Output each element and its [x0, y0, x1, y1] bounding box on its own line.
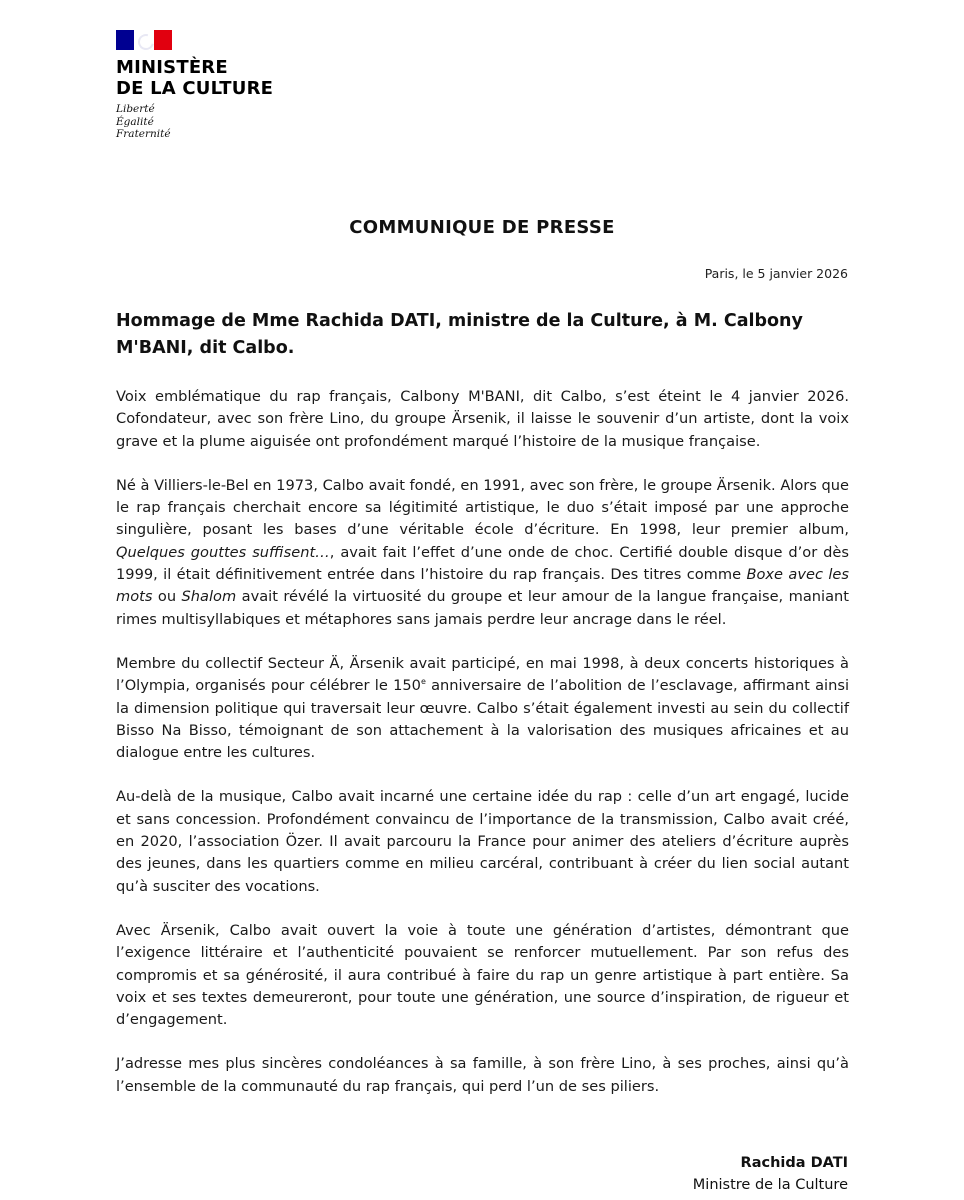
paragraph-1: Voix emblématique du rap français, Calbony M'BANI, dit Calbo, s’est éteint le 4 janvier 2026. Cofondateur, avec son frère Lino, du groupe Ärsenik, il laisse le souvenir d’un artiste, dont la voix grave et la plume aiguisée ont profondément marqué l’histoire de la musique française. — [116, 388, 849, 450]
paragraph-6: J’adresse mes plus sincères condoléances à sa famille, à son frère Lino, à ses proches, ainsi qu’à l’ensemble de la communauté du rap français, qui perd l’un de ses piliers. — [116, 1055, 849, 1095]
paragraph-4: Au-delà de la musique, Calbo avait incarné une certaine idée du rap : celle d’un art engagé, lucide et sans concession. Profondément convaincu de l’importance de la transmission, Calbo avait créé, en 2020, l’association Özer. Il avait parcouru la France pour animer des ateliers d’écriture auprès des jeunes, dans les quartiers comme en milieu carcéral, contribuant à créer du lien social autant qu’à susciter des vocations. — [116, 788, 849, 895]
signatory-role: Ministre de la Culture — [692, 1177, 848, 1193]
ministry-name — [116, 57, 306, 99]
marianne-flag-icon — [116, 30, 172, 50]
ordinal-suffix: e — [420, 677, 426, 687]
signatory-name: Rachida DATI — [740, 1155, 848, 1171]
paragraph-5: Avec Ärsenik, Calbo avait ouvert la voie à toute une génération d’artistes, démontrant que l’exigence littéraire et l’authenticité pouvaient se renforcer mutuellement. Par son refus des compromis et sa générosité, il aura contribué à faire du rap un genre artistique à part entière. Sa voix et ses textes demeureront, pour toute une génération, une source d’inspiration, de rigueur et d’engagement. — [116, 921, 849, 1029]
ministry-name-line2: DE LA CULTURE — [116, 78, 274, 99]
press-release-headline: Hommage de Mme Rachida DATI, ministre de la Culture, à M. Calbony M'BANI, dit Calbo. — [116, 311, 803, 358]
paragraph-2: Né à Villiers-le-Bel en 1973, Calbo avait fondé, en 1991, avec son frère, le groupe Ärsenik. Alors que le rap français cherchait encore sa légitimité artistique, le duo s’était imposé par une approche singulière, posant les bases d’une véritable école d’écriture. En 1998, leur premier album, Quelques gouttes suffisent…, avait fait l’effet d’une onde de choc. Certifié double disque d’or dès 1999, il était définitivement entrée dans l’histoire du rap français. Des titres comme Boxe avec les mots ou Shalom avait révélé la virtuosité du groupe et leur amour de la langue française, maniant rimes multisyllabiques et métaphores sans jamais perdre leur ancrage dans le réel. — [116, 476, 850, 628]
motto-fraternite: Fraternité — [116, 128, 171, 140]
song-title-1: Boxe avec les mots — [116, 566, 849, 606]
ministry-logo — [116, 30, 306, 141]
ministry-name-line1: MINISTÈRE — [116, 57, 228, 78]
republic-motto — [116, 103, 306, 141]
motto-egalite: Égalité — [116, 115, 154, 128]
motto-liberte: Liberté — [116, 103, 155, 115]
document-date: Paris, le 5 janvier 2026 — [704, 266, 848, 281]
press-release-body — [116, 386, 849, 1098]
album-title: Quelques gouttes suffisent… — [116, 543, 330, 561]
paragraph-3: Membre du collectif Secteur Ä, Ärsenik avait participé, en mai 1998, à deux concerts historiques à l’Olympia, organisés pour célébrer le 150e anniversaire de l’abolition de l’esclavage, affirmant ainsi la dimension politique qui traversait leur œuvre. Calbo s’était également investi au sein du collectif Bisso Na Bisso, témoignant de son attachement à la valorisation des musiques africaines et au dialogue entre les cultures. — [116, 654, 849, 762]
song-title-2: Shalom — [181, 588, 237, 606]
document-title: COMMUNIQUE DE PRESSE — [349, 217, 615, 238]
signature-block — [693, 1152, 848, 1196]
